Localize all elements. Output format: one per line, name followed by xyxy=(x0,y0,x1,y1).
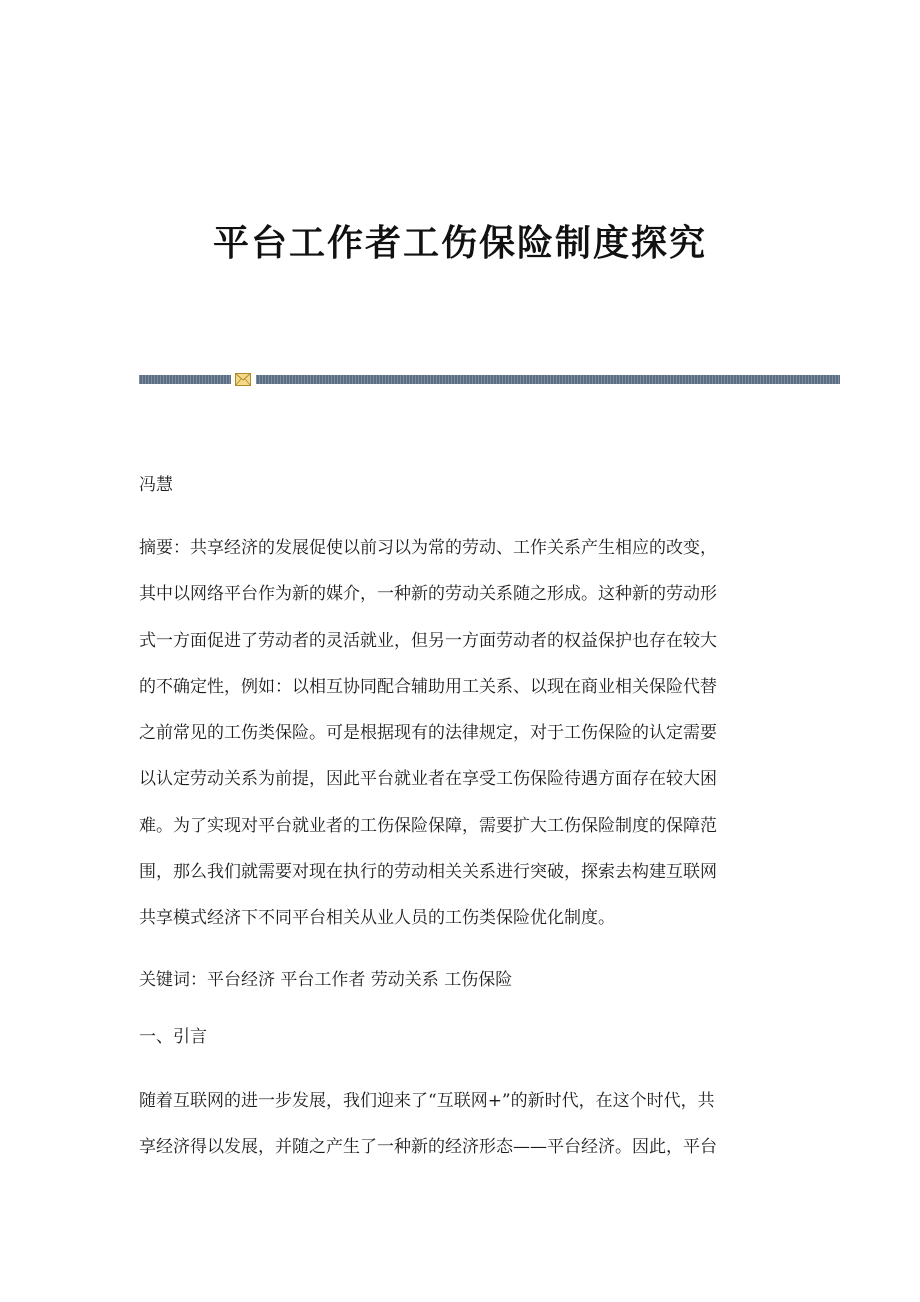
abstract-line: 其中以网络平台作为新的媒介，一种新的劳动关系随之形成。这种新的劳动形 xyxy=(139,584,717,605)
section-heading: 一、引言 xyxy=(139,1027,207,1047)
paper-title: 平台工作者工伤保险制度探究 xyxy=(212,223,707,264)
intro-line: 享经济得以发展，并随之产生了一种新的经济形态——平台经济。因此，平台 xyxy=(139,1137,717,1157)
envelope-icon xyxy=(235,373,251,386)
title-rule-right xyxy=(256,375,840,384)
abstract xyxy=(139,525,784,942)
abstract-line: 难。为了实现对平台就业者的工伤保险保障，需要扩大工伤保险制度的保障范 xyxy=(139,815,717,836)
abstract-line: 围，那么我们就需要对现在执行的劳动相关关系进行突破，探索去构建互联网 xyxy=(139,862,717,883)
author-name: 冯慧 xyxy=(139,475,173,495)
abstract-line: 的不确定性，例如：以相互协同配合辅助用工关系、以现在商业相关保险代替 xyxy=(139,676,717,697)
intro-line: 随着互联网的进一步发展，我们迎来了“互联网+”的新时代，在这个时代，共 xyxy=(139,1091,715,1111)
keywords: 关键词：平台经济 平台工作者 劳动关系 工伤保险 xyxy=(139,970,513,990)
intro-paragraph xyxy=(139,1078,784,1170)
abstract-line: 以认定劳动关系为前提，因此平台就业者在享受工伤保险待遇方面存在较大困 xyxy=(139,769,717,790)
abstract-line: 之前常见的工伤类保险。可是根据现有的法律规定，对于工伤保险的认定需要 xyxy=(139,723,717,744)
abstract-line: 式一方面促进了劳动者的灵活就业，但另一方面劳动者的权益保护也存在较大 xyxy=(139,630,717,651)
abstract-line: 摘要：共享经济的发展促使以前习以为常的劳动、工作关系产生相应的改变， xyxy=(139,538,717,558)
title-rule-left xyxy=(139,375,231,384)
abstract-line: 共享模式经济下不同平台相关从业人员的工伤类保险优化制度。 xyxy=(139,908,615,929)
